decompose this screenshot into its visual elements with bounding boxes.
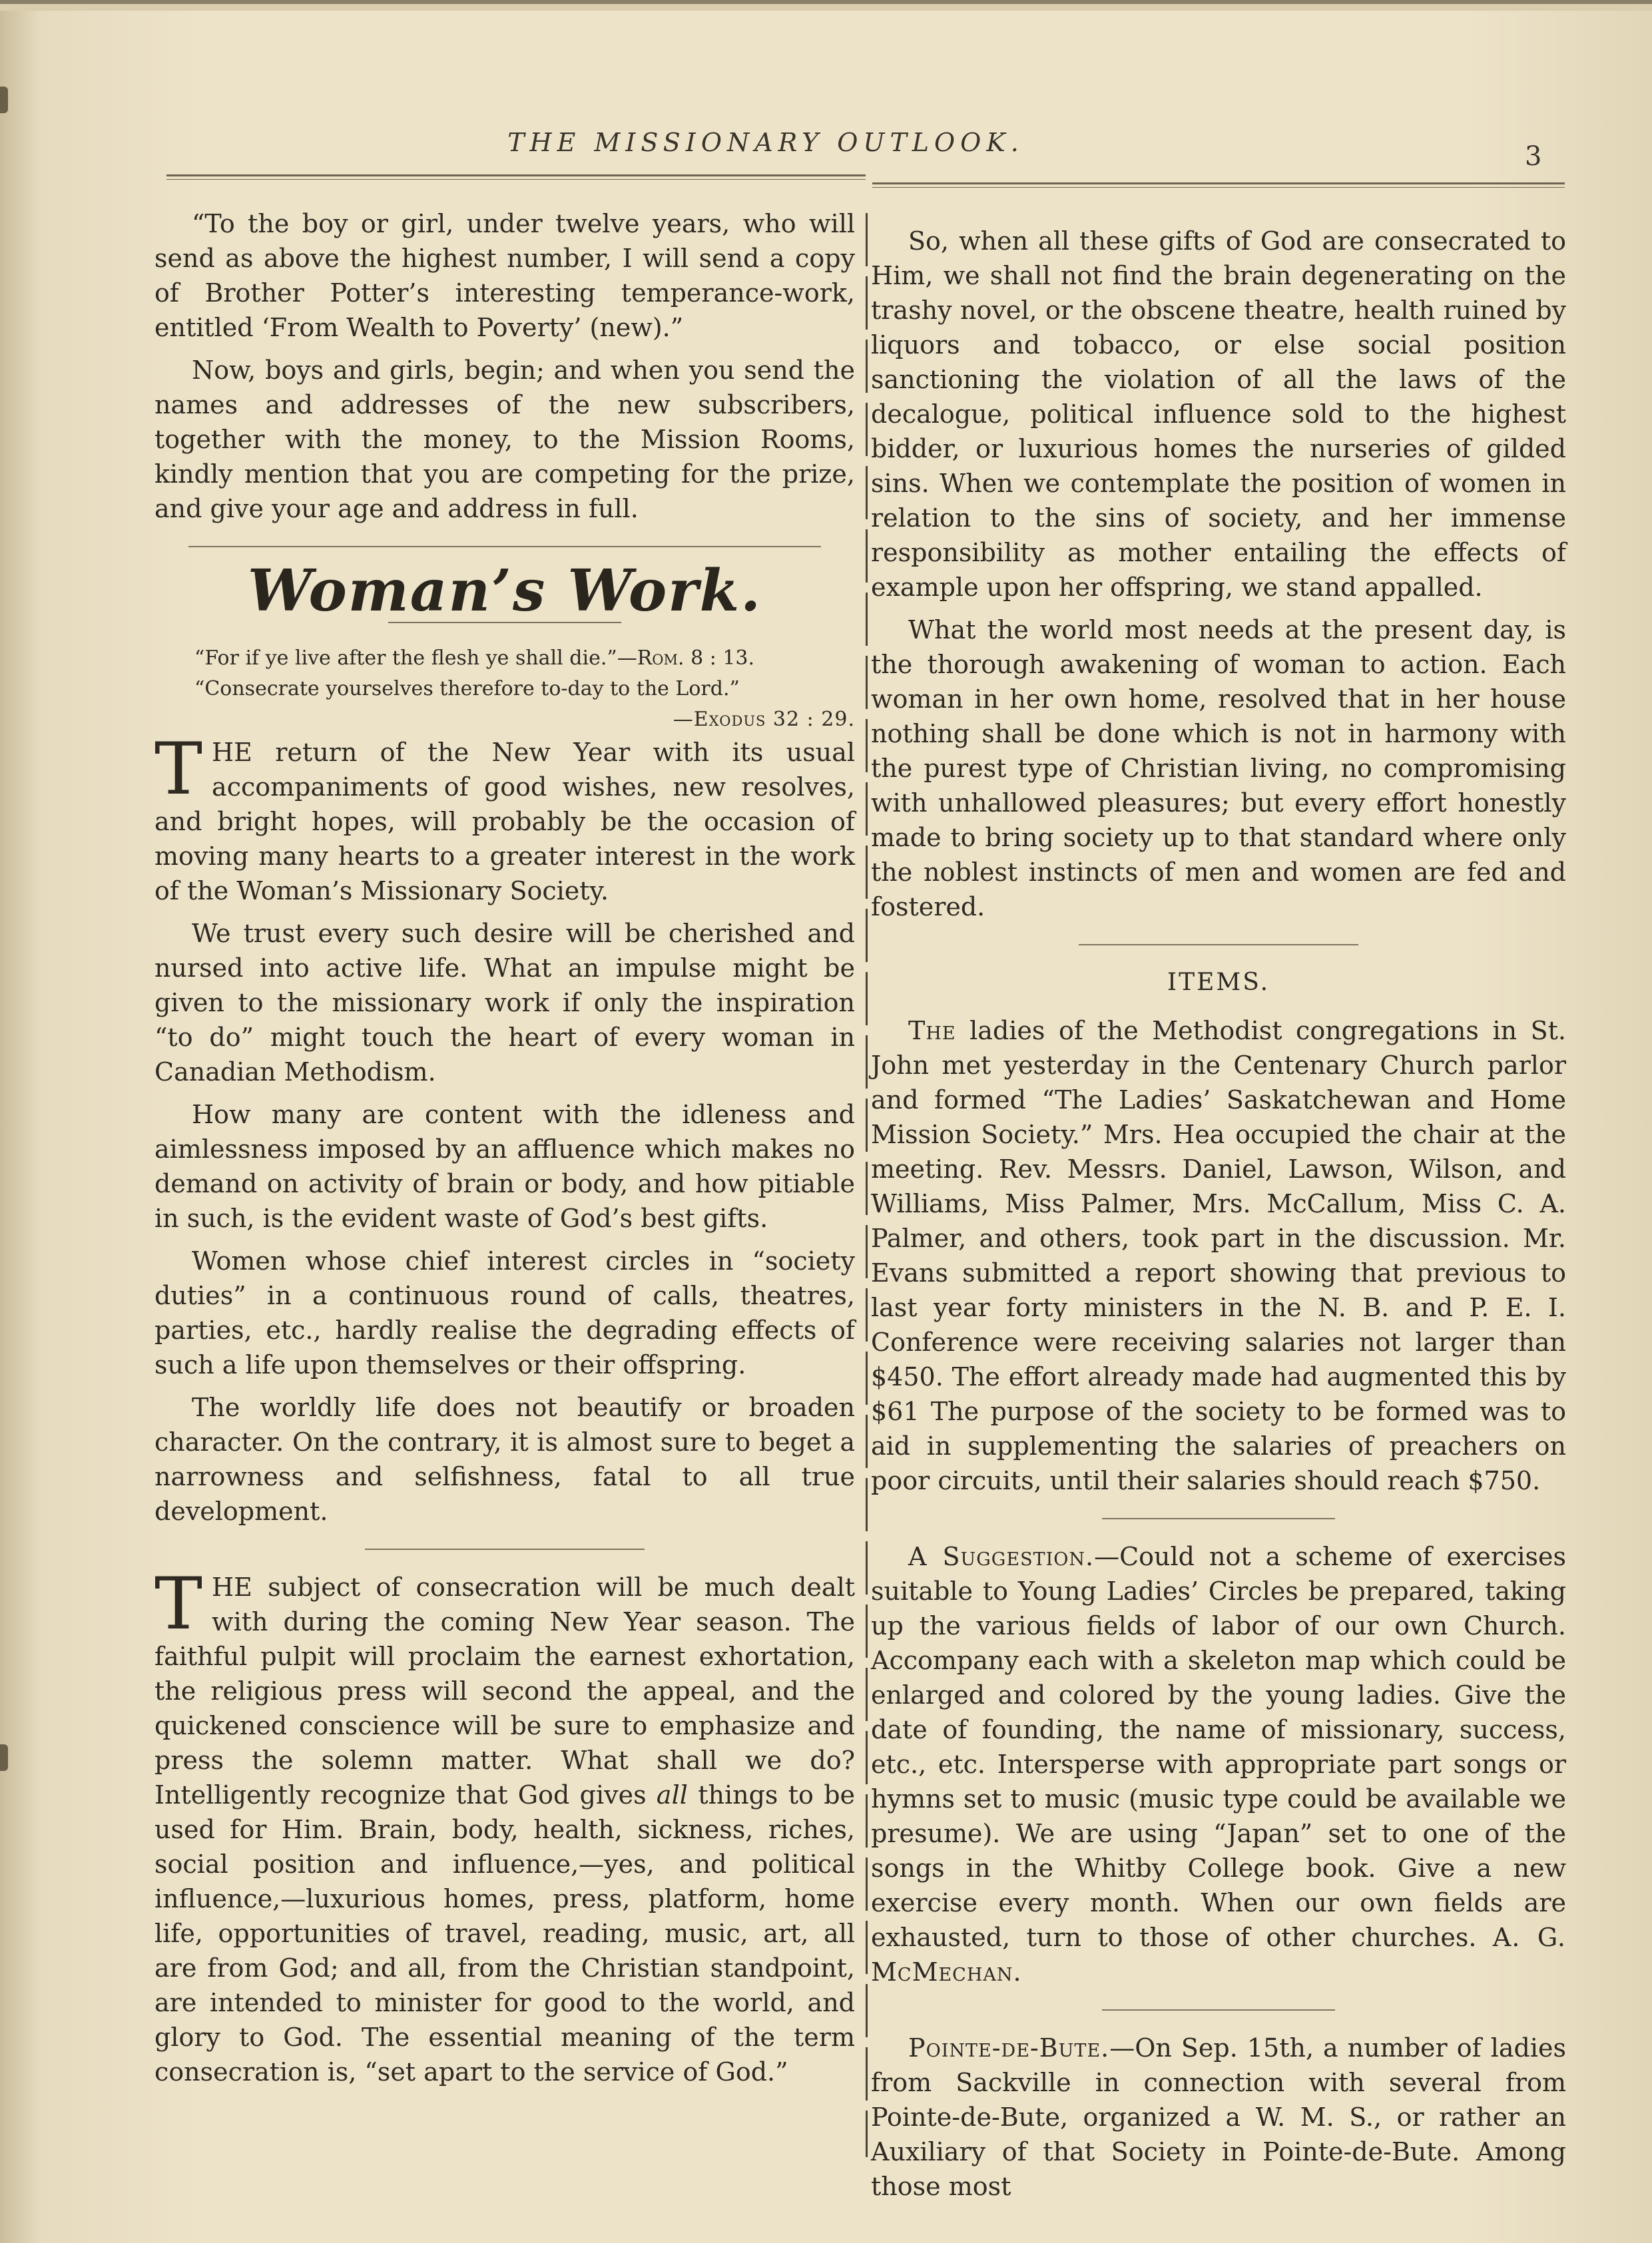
binding-mark <box>0 87 8 113</box>
article-text: things to be used for Him. Brain, body, health, sickness, riches, social position and influence,—yes, and political influence,—luxurious homes, press, platform, home life, opportunities of travel, reading, music, art, all are from God; and all, from the Christian standpoint, are intended to minister for good to the world, and glory to God. The essential meaning of the term consecration is, “set apart to the service of God.” <box>154 1780 856 2087</box>
article-text: HE return of the New Year with its usual accompaniments of good wishes, new resolves, and bright hopes, will probably be the occasion of moving many hearts to a greater interest in the work of the Woman’s Missionary Society. <box>154 738 855 905</box>
top-paper-edge <box>0 4 1652 11</box>
emphasis-text: all <box>656 1780 688 1810</box>
column-divider <box>866 213 868 2157</box>
epigraph-text: “Consecrate yourselves therefore to-day to the Lord.” <box>194 677 740 700</box>
drop-cap: T <box>154 728 203 811</box>
article-paragraph <box>154 1563 856 2089</box>
epigraph-reference: Rom. 8 : 13. <box>637 646 755 670</box>
right-column <box>871 224 1566 2212</box>
item-text: —Could not a scheme of exercises suitable to Young Ladies’ Circles be prepared, taking up the various fields of labor of our own Church. Accompany each with a skeleton map which could be enlarged and colored by the young ladies. Give the date of founding, the name of missionary, success, etc., etc. Intersperse with appropriate part songs or hymns set to music (music type could be available we presume). We are using “Japan” set to one of the songs in the Whitby College book. Give a new exercise every month. When our own fields are exhausted, turn to those of other churches. <box>871 1542 1566 1952</box>
article-paragraph: So, when all these gifts of God are consecrated to Him, we shall not find the brain degenerating on the trashy novel, or the obscene theatre, health ruined by liquors and tobacco, or else social position sanctioning the violation of all the laws of the decalogue, political influence sold to the highest bidder, or luxurious homes the nurseries of gilded sins. When we contemplate the position of women in relation to the sins of society, and her immense responsibility as mother entailing the effects of example upon her offspring, we stand appalled. <box>871 226 1566 602</box>
epigraph <box>154 643 855 674</box>
header-rule-right <box>872 182 1565 188</box>
item-text: ladies of the Methodist congregations in St. John met yesterday in the Centenary Church parlor and formed “The Ladies’ Saskatchewan and Home Mission Society.” Mrs. Hea occupied the chair at the meeting. Rev. Messrs. Daniel, Lawson, Wilson, and Williams, Miss Palmer, Mrs. McCallum, Miss C. A. Palmer, and others, took part in the discussion. Mr. Evans submitted a report showing that previous to last year forty ministers in the N. B. and P. E. I. Conference were receiving salaries not larger than $450. The effort already made had augmented this by $61 The purpose of the society to be formed was to aid in supplementing the salaries of preachers on poor circuits, until their salaries should reach $750. <box>871 1016 1566 1495</box>
news-item <box>871 2031 1566 2204</box>
news-item <box>871 1539 1566 1989</box>
article-paragraph: We trust every such desire will be cherished and nursed into active life. What an impulse might be given to the missionary work if only the inspiration “to do” might touch the heart of every woman in Canadian Methodism. <box>154 919 855 1087</box>
item-signature: A. G. McMechan. <box>871 1923 1566 1987</box>
page-number: 3 <box>1525 141 1542 172</box>
item-text: —On Sep. 15th, a number of ladies from Sackville in connection with several from Pointe-de-Bute, organized a W. M. S., or rather an Auxiliary of that Society in Pointe-de-Bute. Among those most <box>871 2033 1566 2201</box>
item-lead: Pointe-de-Bute. <box>908 2033 1110 2063</box>
article-paragraph: What the world most needs at the present day, is the thorough awakening of woman to action. Each woman in her own home, resolved that in her house nothing shall be done which is not in harmony with the purest type of Christian living, no compromising with unhallowed pleasures; but every effort honestly made to bring society up to that standard where only the noblest instincts of men and women are fed and fostered. <box>871 615 1566 921</box>
binding-mark <box>0 1744 8 1771</box>
section-title: Woman’s Work. <box>247 557 762 624</box>
section-rule <box>365 1549 645 1550</box>
epigraph-reference-text: —Exodus 32 : 29. <box>673 708 855 731</box>
epigraph-text: “For if ye live after the flesh ye shall die.”— <box>194 646 637 670</box>
intro-paragraph: “To the boy or girl, under twelve years, who will send as above the highest number, I will send a copy of Brother Potter’s interesting temperance-work, entitled ‘From Wealth to Poverty’ (new).” <box>154 209 855 342</box>
article-paragraph: How many are content with the idleness and aimlessness imposed by an affluence which makes no demand on activity of brain or body, and how pitiable in such, is the evident waste of God’s best gifts. <box>154 1100 855 1233</box>
left-column <box>154 206 855 2097</box>
running-title: THE MISSIONARY OUTLOOK. <box>507 128 1024 157</box>
item-lead: The <box>908 1016 956 1045</box>
article-text: HE subject of consecration will be much dealt with during the coming New Year season. The faithful pulpit will proclaim the earnest exhortation, the religious press will second the appeal, and the quickened conscience will be sure to emphasize and press the solemn matter. What shall we do? Intelligently recognize that God gives <box>154 1573 855 1810</box>
article-paragraph <box>154 728 855 908</box>
item-rule <box>1102 1518 1335 1519</box>
epigraph-reference <box>154 704 855 735</box>
drop-cap: T <box>154 1563 203 1646</box>
section-rule <box>1079 944 1358 945</box>
epigraph <box>154 674 855 704</box>
intro-paragraph: Now, boys and girls, begin; and when you send the names and addresses of the new subscribers, together with the money, to the Mission Rooms, kindly mention that you are competing for the prize, and give your age and address in full. <box>154 356 855 523</box>
items-heading: ITEMS. <box>1167 969 1270 996</box>
article-paragraph: Women whose chief interest circles in “society duties” in a continuous round of calls, theatres, parties, etc., hardly realise the degrading effects of such a life upon themselves or their offspring. <box>154 1246 855 1379</box>
news-item <box>871 1013 1566 1498</box>
header-rule-left <box>166 174 866 180</box>
item-rule <box>1102 2009 1335 2011</box>
article-paragraph: The worldly life does not beautify or broaden character. On the contrary, it is almost sure to beget a narrowness and selfishness, fatal to all true development. <box>154 1393 855 1526</box>
item-lead: A Suggestion. <box>908 1542 1095 1571</box>
section-rule <box>188 546 821 547</box>
